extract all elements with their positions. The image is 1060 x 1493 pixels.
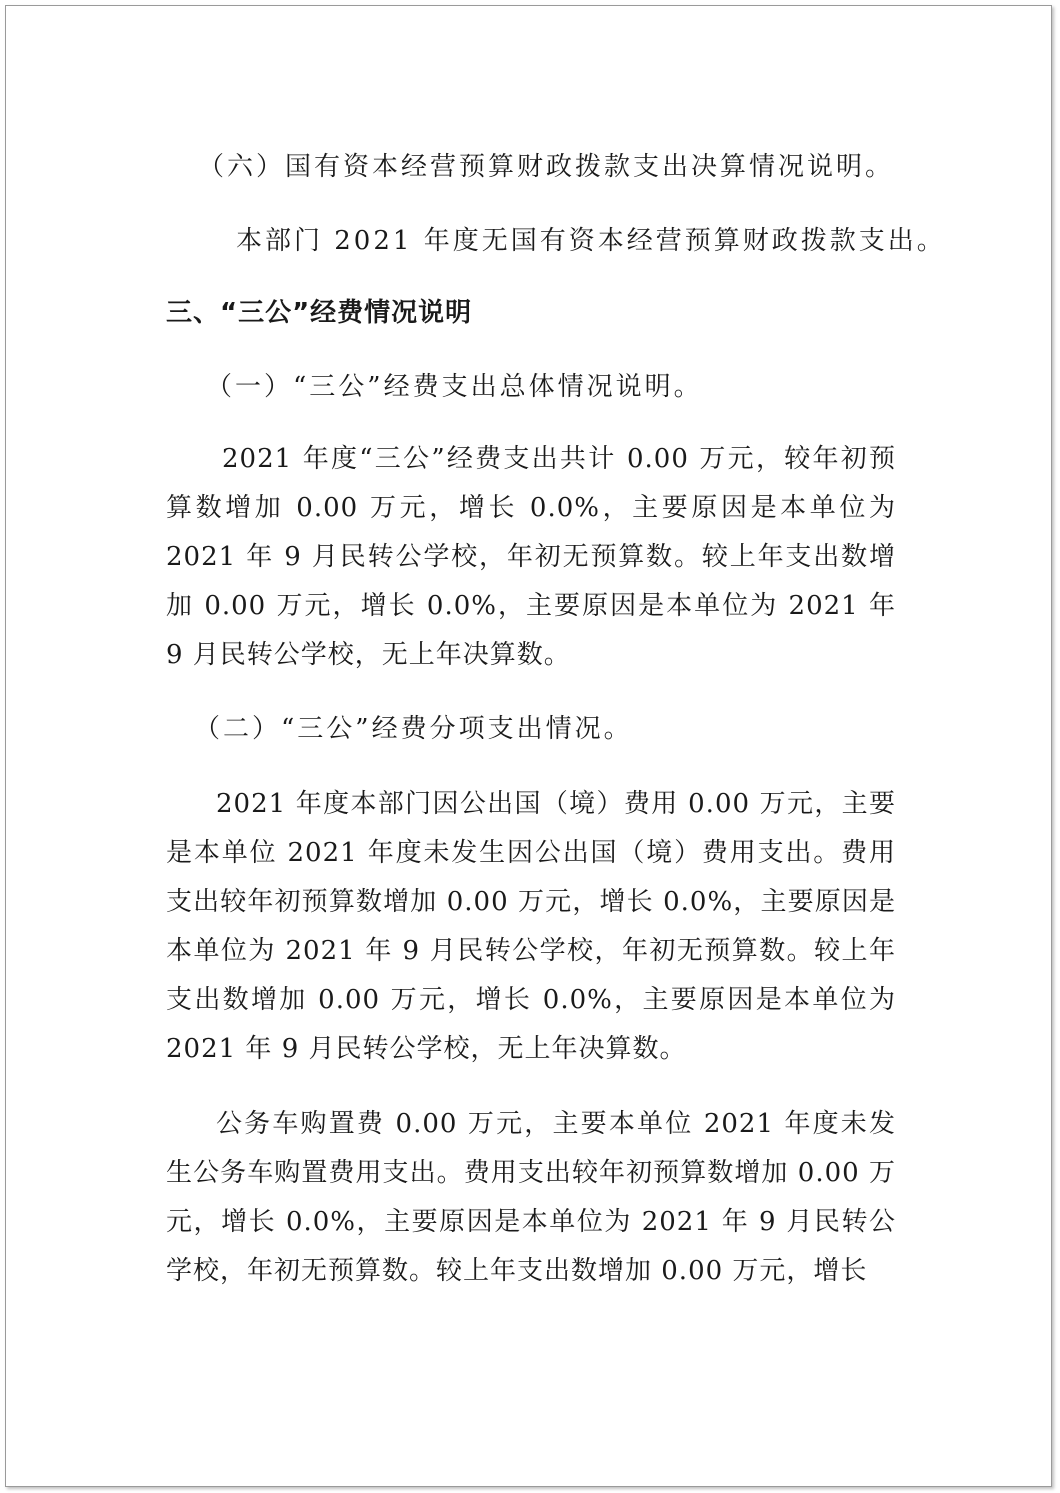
heading-3-2: （二）“三公”经费分项支出情况。	[194, 714, 633, 744]
paragraph-3-2-a: 2021 年度本部门因公出国（境）费用 0.00 万元，主要是本单位 2021 年度未发生因公出国（境）费用支出。费用支出较年初预算数增加 0.00 万元，增长 0.0%，主要原因是本单位为 2021 年 9 月民转公学校，年初无预算数。较上年支出数增加 0.00 万元，增长 0.0%，主要原因是本单位为 2021 年 9 月民转公学校，无上年决算数。	[166, 789, 896, 1064]
paragraph-3-1: 2021 年度“三公”经费支出共计 0.00 万元，较年初预算数增加 0.00 万元，增长 0.0%，主要原因是本单位为 2021 年 9 月民转公学校，年初无预算数。较上年支出数增加 0.00 万元，增长 0.0%，主要原因是本单位为 2021 年 9 月民转公学校，无上年决算数。	[166, 444, 896, 670]
paragraph-3-2-b: 公务车购置费 0.00 万元，主要本单位 2021 年度未发生公务车购置费用支出。费用支出较年初预算数增加 0.00 万元，增长 0.0%，主要原因是本单位为 2021 年 9 月民转公学校，年初无预算数。较上年支出数增加 0.00 万元，增长	[166, 1109, 896, 1286]
heading-3-1: （一）“三公”经费支出总体情况说明。	[206, 372, 703, 402]
paragraph-6: 本部门 2021 年度无国有资本经营预算财政拨款支出。	[236, 226, 946, 256]
heading-6: （六）国有资本经营预算财政拨款支出决算情况说明。	[198, 152, 895, 182]
section-3-title: 三、“三公”经费情况说明	[166, 298, 473, 328]
